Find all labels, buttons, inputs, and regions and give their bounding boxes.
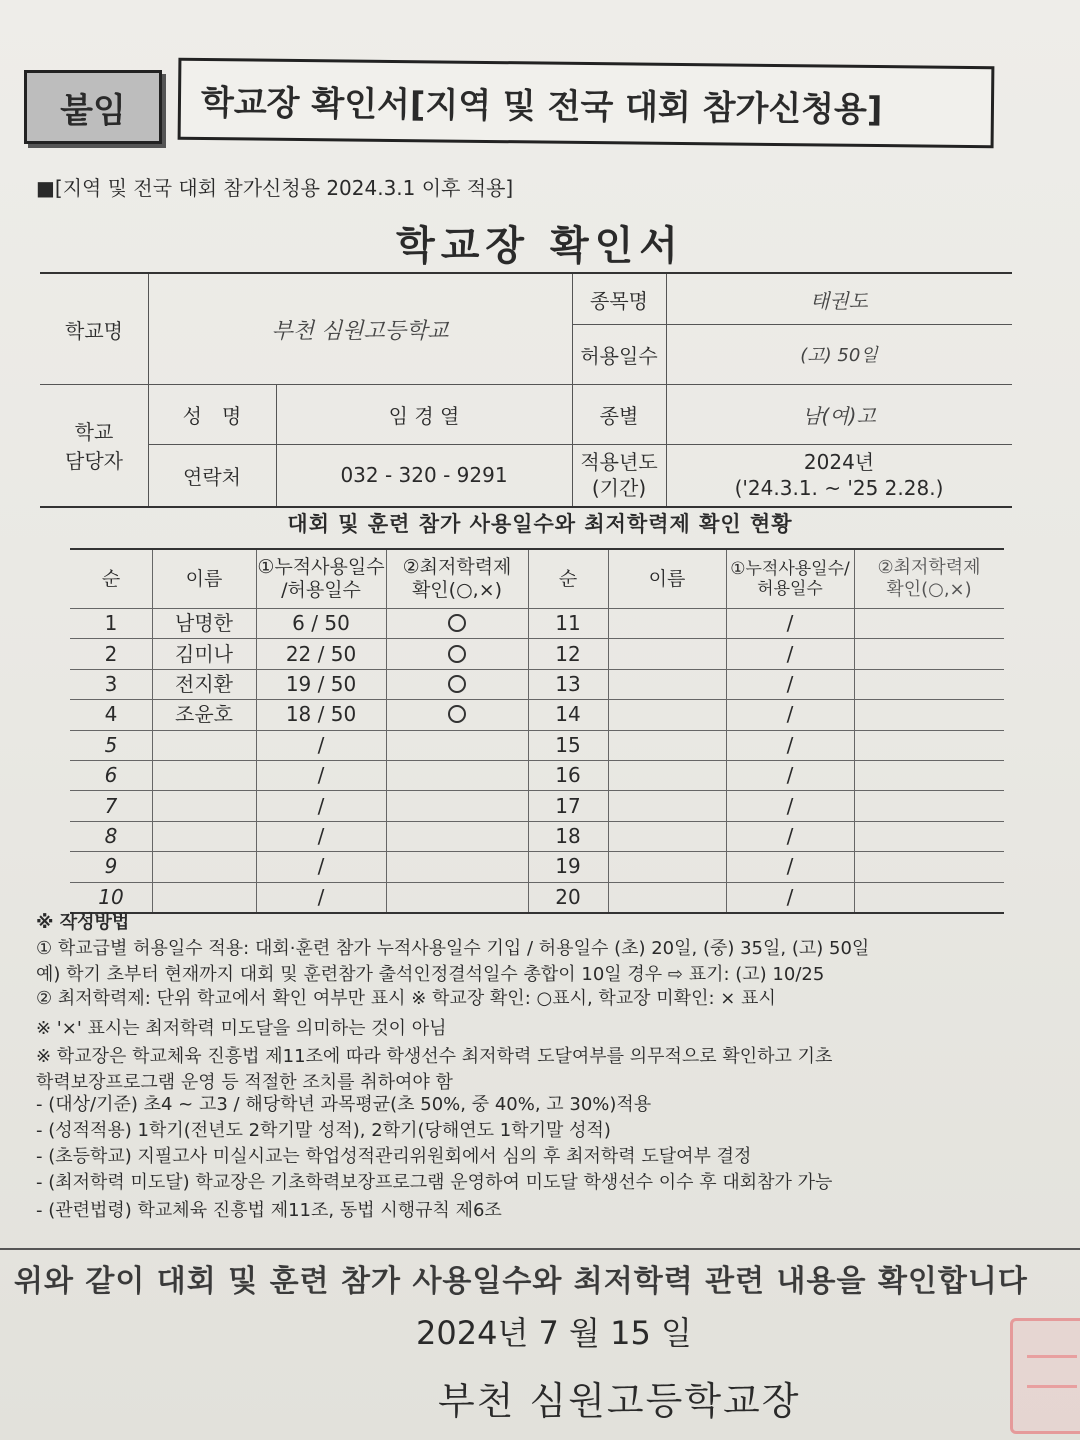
row-check (386, 699, 528, 729)
form-title: 학교장 확인서[지역 및 전국 대회 참가신청용] (200, 82, 883, 130)
note-line: - (성적적용) 1학기(전년도 2학기말 성적), 2학기(당해연도 1학기말 성적) (36, 1120, 611, 1141)
row-check (386, 760, 528, 790)
row-check (386, 608, 528, 638)
table-row-rule (70, 638, 1004, 639)
row-days: / (317, 884, 325, 909)
name-label: 성 명 (182, 403, 242, 428)
row-days-right: / (786, 823, 794, 848)
row-days: / (317, 732, 325, 757)
note-line: ※ '×' 표시는 최저학력 미도달을 의미하는 것이 아님 (36, 1018, 447, 1039)
row-name (152, 760, 256, 790)
row-number-right: 14 (555, 702, 581, 727)
row-number: 6 (104, 763, 118, 788)
row-name-right (608, 669, 726, 699)
header-no-right: 순 (558, 567, 578, 590)
note-line: ※ 작성방법 (36, 912, 130, 933)
participation-table (70, 548, 1004, 914)
row-check-right (854, 730, 1004, 760)
row-check-right (854, 882, 1004, 912)
row-name (152, 821, 256, 851)
row-name-right (608, 638, 726, 668)
period-year: 2024년 (803, 450, 875, 474)
school-label: 학교명 (65, 318, 123, 343)
row-days-right: / (786, 884, 794, 909)
row-name (152, 790, 256, 820)
table-column-rule (854, 550, 855, 912)
row-days-right: / (786, 702, 794, 727)
row-days: / (317, 793, 325, 818)
name-value: 임 경 열 (388, 403, 460, 428)
row-number-right: 11 (555, 611, 581, 636)
sport-label: 종목명 (590, 288, 648, 313)
row-check (386, 638, 528, 668)
row-name: 김미나 (175, 641, 233, 666)
row-number-right: 18 (555, 823, 581, 848)
row-number: 9 (104, 854, 118, 879)
row-name (152, 882, 256, 912)
row-number: 10 (98, 884, 124, 909)
period-range: ('24.3.1. ~ '25 2.28.) (734, 476, 944, 500)
principal-name: 부천 심원고등학교장 (438, 1379, 801, 1423)
row-name-right (608, 851, 726, 881)
row-number-right: 12 (555, 641, 581, 666)
period-value (666, 444, 1012, 506)
row-days: 22 / 50 (285, 641, 357, 666)
row-check-right (854, 699, 1004, 729)
row-number-right: 19 (555, 854, 581, 879)
row-number: 7 (104, 793, 118, 818)
row-check-right (854, 638, 1004, 668)
row-days-right: / (786, 854, 794, 879)
manager-label: 학교 담당자 (65, 420, 123, 473)
note-line: ※ 학교장은 학교체육 진흥법 제11조에 따라 학생선수 최저학력 도달여부를 의무적으로 확인하고 기초 (36, 1046, 833, 1067)
row-days-right: / (786, 611, 794, 636)
check-circle-icon (448, 705, 466, 723)
table-row-rule (70, 699, 1004, 700)
attachment-tag: 붙임 (24, 70, 162, 144)
table-column-rule (528, 550, 529, 912)
note-line: ① 학교급별 허용일수 적용: 대회·훈련 참가 누적사용일수 기입 / 허용일수 (초) 20일, (중) 35일, (고) 50일 (36, 938, 870, 959)
note-line: 예) 학기 초부터 현재까지 대회 및 훈련참가 출석인정결석일수 총합이 10일 경우 ⇨ 표기: (고) 10/25 (36, 964, 825, 985)
table-column-rule (608, 550, 609, 912)
row-check (386, 851, 528, 881)
row-name: 전지환 (175, 671, 233, 696)
section-title: 대회 및 훈련 참가 사용일수와 최저학력제 확인 현황 (287, 512, 793, 536)
row-days: 19 / 50 (285, 671, 357, 696)
header-check-right: ②최저학력제 확인(○,×) (877, 557, 981, 600)
row-check-right (854, 851, 1004, 881)
row-name (152, 851, 256, 881)
form-subtitle: ■[지역 및 전국 대회 참가신청용 2024.3.1 이후 적용] (36, 176, 514, 200)
row-check (386, 730, 528, 760)
row-name: 남명한 (175, 611, 233, 636)
header-check: ②최저학력제 확인(○,×) (402, 556, 512, 601)
row-check (386, 669, 528, 699)
table-row-rule (70, 882, 1004, 883)
note-line: - (관련법령) 학교체육 진흥법 제11조, 동법 시행규칙 제6조 (36, 1200, 502, 1221)
info-grid (40, 272, 1012, 508)
check-circle-icon (448, 614, 466, 632)
row-name-right (608, 882, 726, 912)
header-name-right: 이름 (648, 567, 686, 590)
note-line: 학력보장프로그램 운영 등 적절한 조치를 취하여야 함 (36, 1072, 453, 1093)
note-line: - (초등학교) 지필고사 미실시교는 학업성적관리위원회에서 심의 후 최저학력 도달여부 결정 (36, 1146, 752, 1167)
row-days-right: / (786, 732, 794, 757)
row-check (386, 790, 528, 820)
gender-value: 남(여)고 (802, 403, 876, 428)
table-row-rule (70, 790, 1004, 791)
table-row-rule (70, 760, 1004, 761)
check-circle-icon (448, 675, 466, 693)
note-line: - (대상/기준) 초4 ~ 고3 / 해당학년 과목평균(초 50%, 중 40%, 고 30%)적용 (36, 1094, 652, 1115)
check-circle-icon (448, 645, 466, 663)
school-value: 부천 심원고등학교 (271, 318, 449, 344)
row-number: 5 (104, 732, 118, 757)
header-days: ①누적사용일수 /허용일수 (257, 556, 385, 601)
row-check (386, 882, 528, 912)
row-number: 3 (104, 671, 118, 696)
row-days-right: / (786, 793, 794, 818)
header-no: 순 (101, 567, 121, 590)
row-number: 4 (104, 702, 118, 727)
confirmation-date: 2024년 7 월 15 일 (416, 1314, 692, 1352)
row-check (386, 821, 528, 851)
row-number-right: 16 (555, 763, 581, 788)
form-title-box (178, 58, 995, 149)
row-name-right (608, 760, 726, 790)
confirmation-statement: 위와 같이 대회 및 훈련 참가 사용일수와 최저학력 관련 내용을 확인합니다 (14, 1264, 1028, 1299)
row-check-right (854, 669, 1004, 699)
row-number-right: 13 (555, 671, 581, 696)
row-number: 8 (104, 823, 118, 848)
row-name-right (608, 790, 726, 820)
row-name: 조윤호 (175, 702, 233, 727)
table-column-rule (726, 550, 727, 912)
table-header-rule (70, 608, 1004, 609)
row-check-right (854, 608, 1004, 638)
row-days-right: / (786, 671, 794, 696)
phone-label: 연락처 (183, 464, 241, 489)
allowed-days-value: (고) 50일 (800, 345, 878, 366)
row-name (152, 730, 256, 760)
table-row-rule (70, 669, 1004, 670)
row-days: 6 / 50 (292, 611, 350, 636)
row-number-right: 20 (555, 884, 581, 909)
gender-label: 종별 (599, 403, 639, 428)
table-column-rule (152, 550, 153, 912)
row-days-right: / (786, 641, 794, 666)
note-line: - (최저학력 미도달) 학교장은 기초학력보장프로그램 운영하여 미도달 학생선수 이수 후 대회참가 가능 (36, 1172, 833, 1193)
row-days: / (317, 823, 325, 848)
row-days: / (317, 854, 325, 879)
table-row-rule (70, 851, 1004, 852)
row-check-right (854, 790, 1004, 820)
row-check-right (854, 760, 1004, 790)
phone-value: 032 - 320 - 9291 (340, 463, 508, 487)
row-name-right (608, 730, 726, 760)
row-days: / (317, 763, 325, 788)
document-title: 학교장 확인서 (396, 223, 684, 269)
row-number: 1 (104, 611, 118, 636)
row-days: 18 / 50 (285, 702, 357, 727)
note-line: ② 최저학력제: 단위 학교에서 확인 여부만 표시 ※ 학교장 확인: ○표시, 학교장 미확인: × 표시 (36, 988, 776, 1009)
table-column-rule (386, 550, 387, 912)
row-check-right (854, 821, 1004, 851)
header-name: 이름 (185, 567, 223, 590)
table-column-rule (256, 550, 257, 912)
row-name-right (608, 608, 726, 638)
row-name-right (608, 699, 726, 729)
table-row-rule (70, 730, 1004, 731)
sport-value: 태권도 (810, 288, 868, 313)
period-label: 적용년도 (기간) (580, 450, 658, 500)
row-number-right: 15 (555, 732, 581, 757)
row-days-right: / (786, 763, 794, 788)
row-number-right: 17 (555, 793, 581, 818)
bottom-rule (0, 1248, 1080, 1250)
table-row-rule (70, 821, 1004, 822)
row-number: 2 (104, 641, 118, 666)
header-days-right: ①누적사용일수/ 허용일수 (730, 558, 850, 599)
school-seal-stamp (1010, 1318, 1080, 1434)
row-name-right (608, 821, 726, 851)
allowed-days-label: 허용일수 (580, 343, 658, 368)
